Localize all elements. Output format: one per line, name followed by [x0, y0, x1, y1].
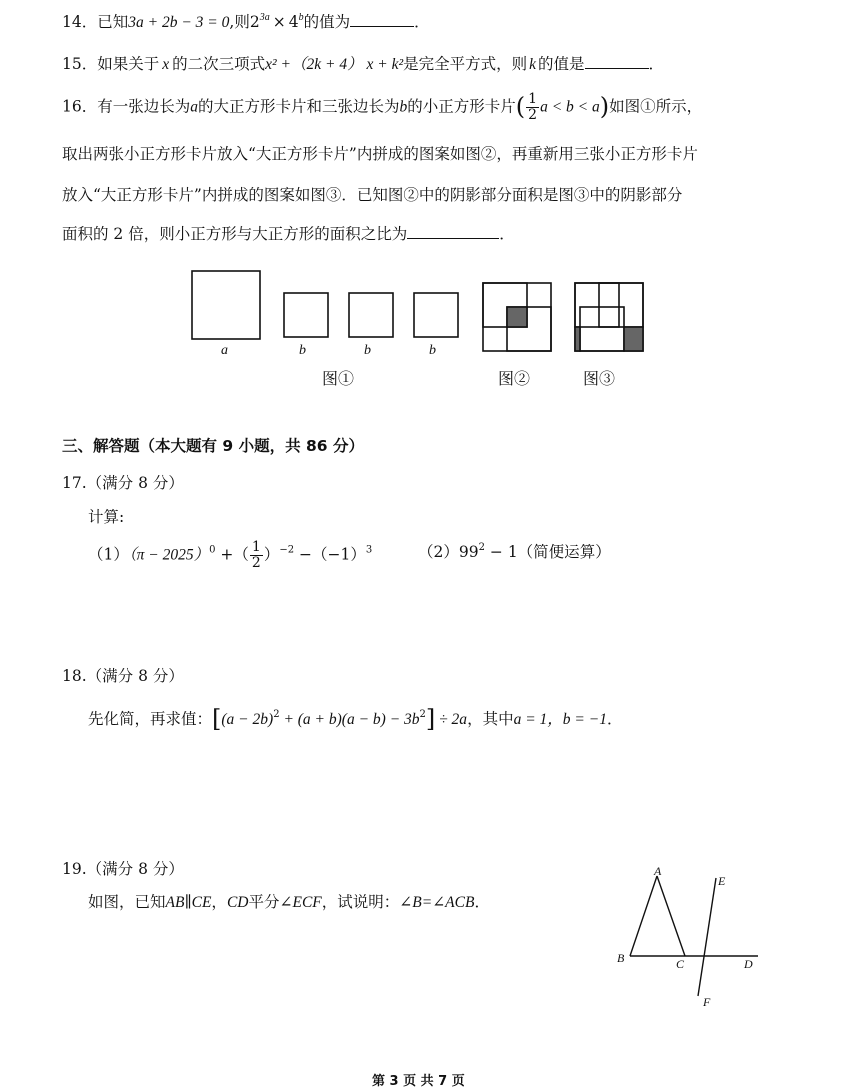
q17-exponent: 3 — [365, 544, 373, 556]
q18-header: 18.（满分 8 分） — [62, 667, 184, 685]
q15-variable: k — [529, 56, 537, 73]
q18-text: ，其中 — [467, 710, 514, 728]
q15-text: 如果关于 — [97, 55, 160, 73]
label-b: b — [429, 343, 436, 358]
q14-answer-blank[interactable] — [350, 12, 414, 27]
q18-term: + (a + b)(a − b) − 3b — [279, 711, 420, 728]
q16-figures — [0, 265, 860, 385]
q19-text: ， — [211, 893, 227, 911]
q14-exponent: b — [298, 12, 304, 23]
q15-variable: x — [162, 56, 170, 73]
small-square-card — [349, 293, 393, 337]
q17-exponent: 0 — [209, 544, 216, 556]
q19-given: AB∥CE — [165, 894, 212, 911]
q15-answer-blank[interactable] — [585, 54, 649, 69]
q18-term: (a − 2b) — [221, 711, 274, 728]
q19-text: 平分 — [248, 893, 280, 911]
big-square-card — [192, 271, 260, 339]
q17-exponent: −2 — [279, 544, 295, 556]
q15-polynomial: x² +（2k + 4） x + k² — [265, 56, 404, 73]
q16-variable: a — [190, 98, 198, 116]
segment-ab — [630, 876, 657, 956]
question-16-line-3: 放入“大正方形卡片”内拼成的图案如图③．已知图②中的阴影部分面积是图③中的阴影部分 — [62, 186, 683, 204]
q17-term: −（−1） — [294, 545, 366, 564]
q16-text: 面积的 2 倍，则小正方形与大正方形的面积之比为 — [62, 225, 408, 243]
q17-term: +（ — [215, 545, 249, 564]
point-a-label: A — [654, 864, 662, 878]
q18-text: ． — [606, 710, 623, 728]
q18-term: ÷ 2a — [435, 711, 468, 728]
point-f-label: F — [703, 995, 711, 1009]
figure-3-caption: 图③ — [583, 369, 616, 388]
q18-text: 先化简，再求值： — [88, 710, 213, 728]
q19-goal: ∠B=∠ACB — [399, 894, 475, 911]
point-b-label: B — [617, 951, 625, 965]
label-a: a — [221, 343, 228, 358]
point-d-label: D — [744, 957, 753, 971]
q18-condition: a = 1，b = −1 — [513, 711, 607, 728]
page-footer: 第 3 页 共 7 页 — [372, 1074, 465, 1089]
figure-3-diagram — [575, 283, 643, 351]
q16-text: 的小正方形卡片 — [407, 97, 516, 116]
q14-base: 4 — [288, 13, 299, 31]
q17-term: − 1（简便运算） — [484, 543, 611, 561]
q17-exponent: 2 — [478, 542, 485, 553]
q17-part-2 — [418, 540, 611, 562]
q14-times: × — [272, 13, 286, 31]
q14-text: 的值为 — [303, 13, 351, 31]
q16-text: 如图①所示， — [609, 97, 703, 116]
question-16-line-2: 取出两张小正方形卡片放入“大正方形卡片”内拼成的图案如图②，再重新用三张小正方形卡片 — [62, 145, 698, 163]
q14-equation: 3a + 2b − 3 = 0 — [128, 14, 230, 31]
segment-ac — [657, 876, 685, 956]
q14-base: 2 — [249, 13, 260, 31]
small-square-card — [414, 293, 458, 337]
q18-body: 先化简，再求值：$[(a - 2b)^2 + (a + b)(a - b) - 3b^2] \div 2a$，其中a = 1，b = −1． — [88, 705, 623, 733]
label-b: b — [299, 343, 306, 358]
q16-condition: a < b < a — [540, 98, 600, 116]
point-e-label: E — [718, 874, 726, 888]
q15-text: 是完全平方式，则 — [403, 55, 528, 73]
q15-text: 的二次三项式 — [172, 55, 266, 73]
figure-2-diagram — [483, 283, 551, 351]
q19-header: 19.（满分 8 分） — [62, 860, 184, 878]
q17-header: 17.（满分 8 分） — [62, 474, 184, 492]
question-16-line-1: 16．有一张边长为a的大正方形卡片和三张边长为b的小正方形卡片( $\frac{1}{2}$ a < b < a)如图①所示， — [62, 91, 703, 123]
q15-number: 15． — [62, 55, 98, 73]
figure-1-caption: 图① — [322, 369, 355, 388]
q16-text: 有一张边长为 — [97, 97, 191, 116]
section-3-heading: 三、解答题（本大题有 9 小题，共 86 分） — [62, 437, 364, 455]
q15-text: 的值是 — [538, 55, 585, 73]
q19-text: ，试说明： — [321, 893, 400, 911]
q19-geometry-figure — [0, 860, 860, 1020]
q18-exponent: 2 — [419, 709, 426, 720]
q19-text: 如图，已知 — [88, 893, 166, 911]
q17-term: 99 — [458, 543, 479, 561]
q19-given: ∠ECF — [279, 894, 322, 911]
q14-text: 已知 — [97, 13, 129, 31]
label-b: b — [364, 343, 371, 358]
q17-term: ） — [263, 545, 280, 564]
q17-fraction: $\frac{1}{2}$ — [251, 539, 261, 571]
q16-text: 的大正方形卡片和三张边长为 — [198, 97, 400, 116]
q18-exponent: 2 — [273, 709, 280, 720]
q16-fraction: $\frac{1}{2}$ — [528, 91, 538, 123]
q17-part-label: （1） — [88, 545, 129, 564]
q17-part-1 — [88, 540, 372, 571]
small-square-card — [284, 293, 328, 337]
q19-text: ． — [474, 893, 490, 911]
q17-part-label: （2） — [418, 543, 459, 561]
q14-number: 14． — [62, 13, 98, 31]
q16-answer-blank[interactable] — [407, 224, 499, 239]
q16-number: 16． — [62, 97, 98, 116]
q14-text: ,则 — [229, 13, 250, 31]
line-ef — [698, 878, 716, 996]
q17-term: （π − 2025） — [128, 546, 210, 564]
question-16-line-4: 面积的 2 倍，则小正方形与大正方形的面积之比为 ． — [62, 225, 515, 243]
point-c-label: C — [676, 957, 685, 971]
figure-2-caption: 图② — [498, 369, 531, 388]
question-15: 15．如果关于 x 的二次三项式x² +（2k + 4） x + k²是完全平方式，则 k 的值是 ． — [62, 55, 665, 73]
q19-given: CD — [226, 894, 249, 911]
q17-prompt: 计算: — [88, 508, 125, 526]
q16-variable: b — [399, 98, 408, 116]
q14-exponent: 3a — [259, 12, 270, 23]
question-14: 14．已知3a + 2b − 3 = 0,则$2^{3a} \times 4^b$的值为 ． — [62, 12, 430, 31]
